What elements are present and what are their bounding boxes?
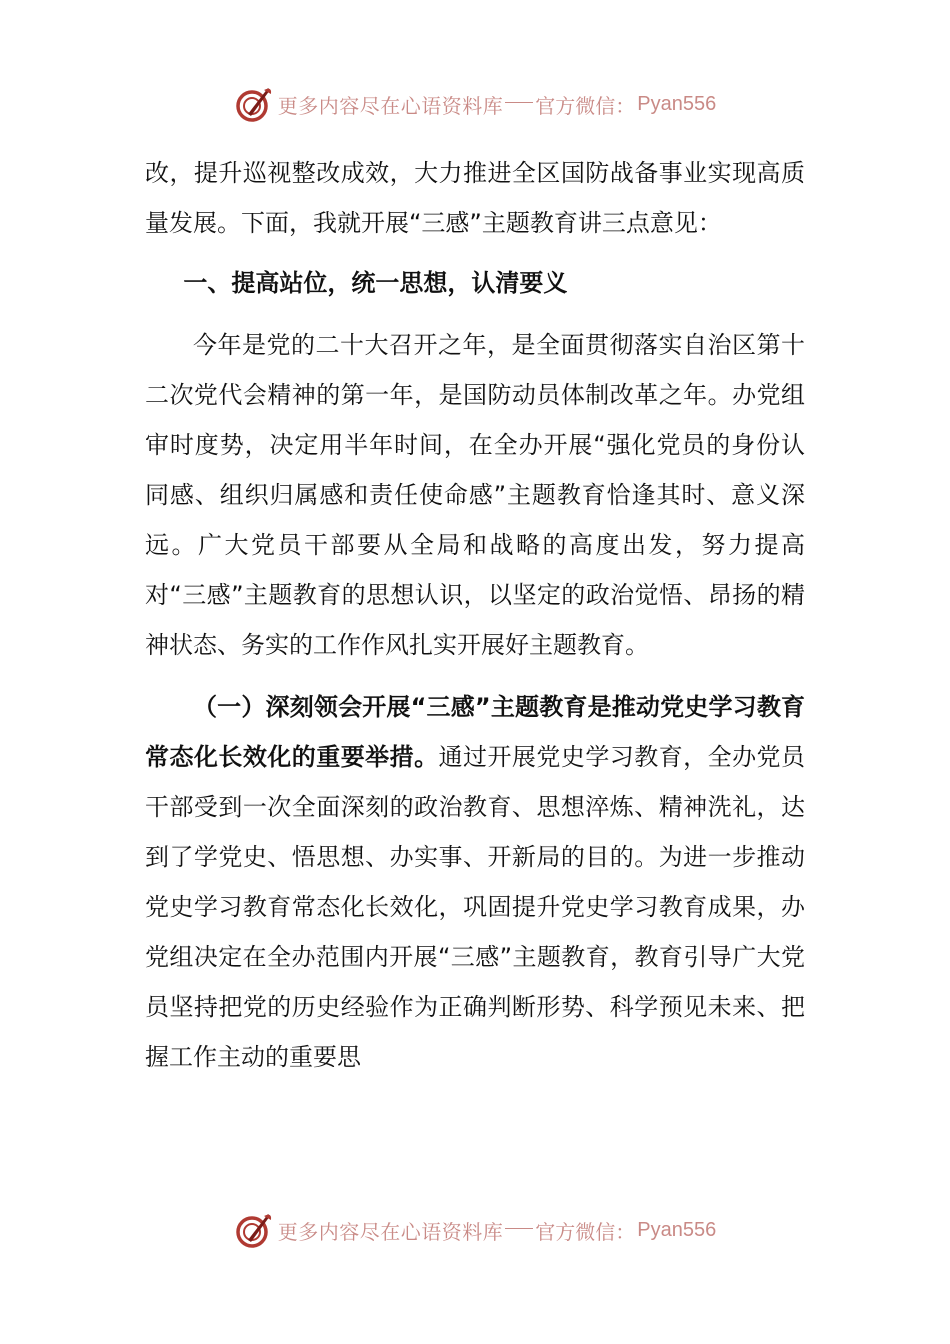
paragraph-2-text: 通过开展党史学习教育，全办党员干部受到一次全面深刻的政治教育、思想淬炼、精神洗礼，达到了学党史、悟思想、办实事、开新局的目的。为进一步推动党史学习教育常态化长效化，巩固提升党史学习教育成果，办党组决定在全办范围内开展“三感”主题教育，教育引导广大党员坚持把党的历史经验作为正确判断形势、科学预见未来、把握工作主动的重要思 [145, 743, 806, 1071]
banner-wechat-id: Pyan556 [637, 92, 717, 115]
banner-text: 更多内容尽在心语资料库 [277, 1219, 504, 1244]
footer-watermark-banner [0, 1206, 950, 1254]
banner-text: 更多内容尽在心语资料库 [277, 93, 504, 118]
intro-paragraph: 改，提升巡视整改成效，大力推进全区国防战备事业实现高质量发展。下面，我就开展“三感”主题教育讲三点意见： [145, 159, 805, 237]
paragraph-1: 今年是党的二十大召开之年，是全面贯彻落实自治区第十二次党代会精神的第一年，是国防动员体制改革之年。办党组审时度势，决定用半年时间，在全办开展“强化党员的身份认同感、组织归属感和责任使命感”主题教育恰逢其时、意义深远。广大党员干部要从全局和战略的高度出发，努力提高对“三感”主题教育的思想认识，以坚定的政治觉悟、昂扬的精神状态、务实的工作作风扎实开展好主题教育。 [145, 331, 805, 659]
paragraph-2 [145, 682, 805, 1082]
quill-logo-icon [234, 1210, 274, 1250]
banner-dash [505, 1228, 533, 1229]
banner-dash [505, 102, 533, 103]
header-watermark-banner [0, 80, 950, 128]
quill-logo-icon [234, 84, 274, 124]
document-body [145, 148, 805, 1082]
section-heading-1: 一、提高站位，统一思想，认清要义 [183, 269, 568, 297]
banner-wechat-label: 官方微信： [535, 93, 636, 118]
banner-wechat-label: 官方微信： [535, 1219, 636, 1244]
banner-wechat-id: Pyan556 [637, 1218, 717, 1241]
subheading-1: （一）深刻领会开展“三感”主题教育是推动党史学习教育常态化长效化的重要举措。 [145, 693, 805, 771]
